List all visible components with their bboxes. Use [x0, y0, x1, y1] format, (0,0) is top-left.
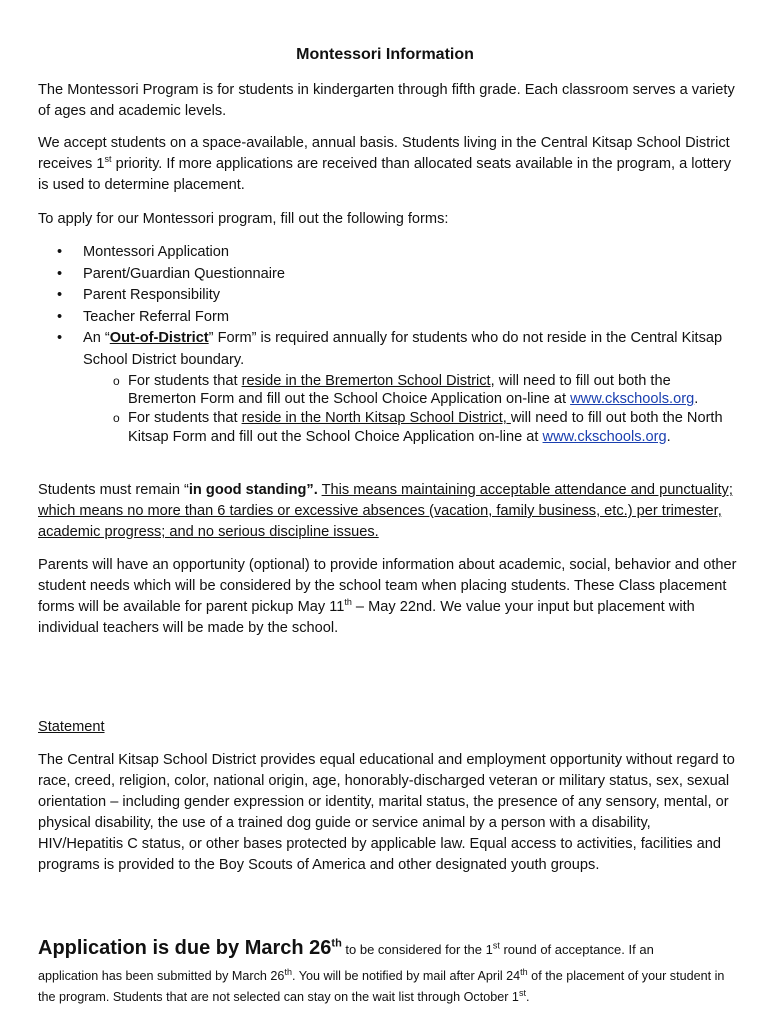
district-sublist [83, 372, 738, 447]
due-date-details: application has been submitted by March 26th. You will be notified by mail after April 24th of the placement of your student in the program. Students that are not selected can stay on the wait list through October 1st. [38, 966, 725, 1004]
sublist-item-bremerton: o For students that reside in the Bremerton School District, will need to fill out both the Bremerton Form and fill out the School Choice Application on-line at www.ckschools.org. [113, 372, 699, 408]
intro-paragraph: The Montessori Program is for students in kindergarten through fifth grade. Each classroom serves a variety of ages and academic levels. [38, 82, 735, 119]
page-title: Montessori Information [296, 46, 474, 63]
forms-list [38, 242, 738, 447]
sub-bullet-icon: o [113, 373, 120, 388]
list-item: • Teacher Referral Form [38, 307, 738, 329]
due-date-notice: Application is due by March 26th to be considered for the 1st round of acceptance. If an [38, 937, 654, 959]
placement-paragraph: Parents will have an opportunity (optional) to provide information about academic, social, behavior and other student needs which will be considered by the school team when placing students. These Class placement forms will be available for parent pickup May 11th – May 22nd. We value your input but placement with individual teachers will be made by the school. [38, 557, 737, 636]
statement-heading: Statement [38, 719, 105, 735]
sub-bullet-icon: o [113, 411, 120, 426]
bullet-icon: • [57, 330, 63, 347]
due-date-heading: Application is due by March 26th [38, 937, 342, 959]
sublist-item-north-kitsap: o For students that reside in the North Kitsap School District, will need to fill out both the North Kitsap Form and fill out the School Choice Application on-line at www.ckschools.org. [113, 410, 723, 445]
admission-paragraph: We accept students on a space-available, annual basis. Students living in the Central Kitsap School District receives 1st priority. If more applications are received than allocated seats available in the program, a lottery is used to determine placement. [38, 135, 732, 193]
good-standing-paragraph: Students must remain “in good standing”. This means maintaining acceptable attendance and punctuality; which means no more than 6 tardies or excessive absences (vacation, family business, etc.) per trimester, academic progress; and no serious discipline issues. [38, 482, 733, 540]
list-item: • Montessori Application [38, 242, 738, 264]
bullet-icon: • [57, 287, 63, 304]
statement-body: The Central Kitsap School District provides equal educational and employment opportunity without regard to race, creed, religion, color, national origin, age, honorably-discharged veteran or military status, sex, sexual orientation – including gender expression or identity, marital status, the presence of any sensory, mental, or physical disability, the use of a trained dog guide or service animal by a person with a disability, HIV/Hepatitis C status, or other bases protected by applicable law. Equal access to activities, facilities and programs is provided to the Boy Scouts of America and other designated youth groups. [38, 752, 735, 873]
bullet-icon: • [57, 308, 63, 325]
apply-paragraph: To apply for our Montessori program, fill out the following forms: [38, 211, 449, 227]
bullet-icon: • [57, 265, 63, 282]
list-item: • Parent/Guardian Questionnaire [38, 264, 738, 286]
ckschools-link[interactable]: www.ckschools.org [570, 391, 695, 408]
list-item-out-of-district: • An “Out-of-District” Form” is required annually for students who do not reside in the Central Kitsap School District boundary. o For students that reside in the Bremerton School District, will need to fill out both the Bremerton Form and fill out the School Choice Application on-line at www.ckschools.org. o For students that reside in the North Kitsap School District, will need to fill out both the North Kitsap Form and fill out the School Choice Application on-line at www.ckschools.org. [38, 328, 738, 446]
ckschools-link[interactable]: www.ckschools.org [542, 428, 667, 445]
list-item: • Parent Responsibility [38, 285, 738, 307]
bullet-icon: • [57, 244, 63, 260]
